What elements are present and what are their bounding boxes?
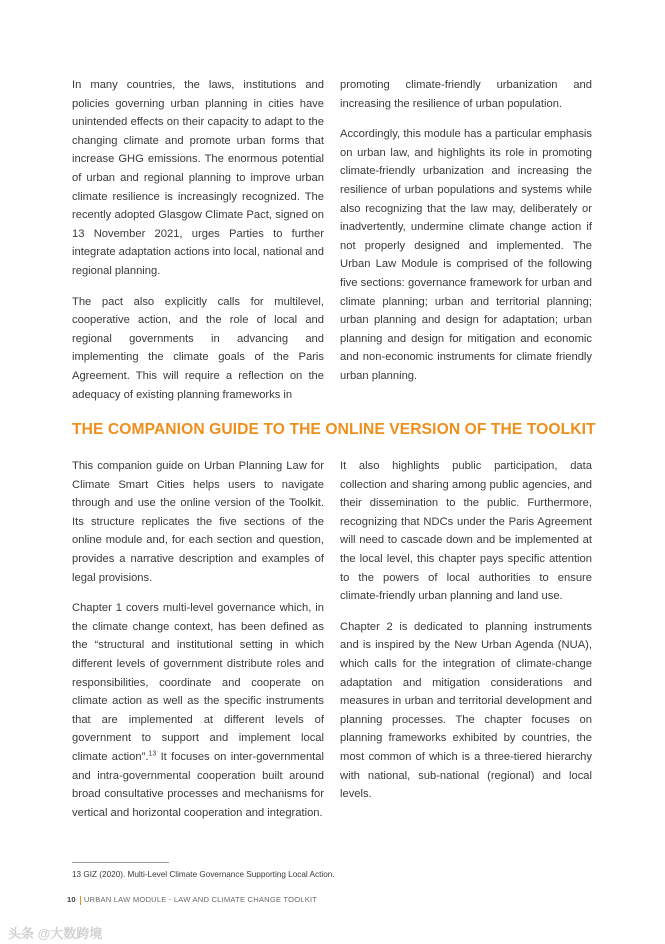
footnote-divider bbox=[72, 862, 169, 863]
footnote-reference[interactable]: 13 bbox=[148, 750, 157, 758]
paragraph-module-emphasis: Accordingly, this module has a particular emphasis on urban law, and highlights its role in promoting climate-friendly urbanization and increasing the resilience of urban populations and systems while also recognizing that the law may, deliberately or inadvertently, undermine climate change action if not properly designed and implemented. The Urban Law Module is comprised of the following five sections: governance framework for urban and climate planning; urban and territorial planning; urban planning and design for adaptation; urban planning and design for mitigation and economic and non-economic instruments for climate friendly urban planning. bbox=[340, 128, 592, 382]
top-left-column bbox=[72, 76, 324, 416]
paragraph-chapter-1 bbox=[72, 599, 324, 822]
paragraph-companion-guide: This companion guide on Urban Planning Law for Climate Smart Cities helps users to navigate through and use the online version of the Toolkit. Its structure replicates the five sections of the online module and, for each section and question, provides a narrative description and examples of legal provisions. bbox=[72, 460, 324, 584]
section-heading: THE COMPANION GUIDE TO THE ONLINE VERSION OF THE TOOLKIT bbox=[72, 421, 596, 438]
paragraph-continuation: promoting climate-friendly urbanization and increasing the resilience of urban population. bbox=[340, 79, 592, 110]
running-title: URBAN LAW MODULE - LAW AND CLIMATE CHANGE TOOLKIT bbox=[83, 895, 318, 904]
bottom-right-column bbox=[340, 457, 592, 816]
paragraph-public-participation: It also highlights public participation, data collection and sharing among public agencies, and their dissemination to the public. Furthermore, recognizing that NDCs under the Paris Agreement will need to cascade down and be implemented at the local level, this chapter pays specific attention to the powers of local authorities to ensure climate-friendly urban planning and land use. bbox=[340, 460, 592, 603]
top-right-column bbox=[340, 76, 592, 398]
chapter-1-text: Chapter 1 covers multi-level governance which, in the climate change context, has been defined as the “structural and institutional setting in which different levels of government distribute roles and responsibilities, coordinate and cooperate on climate action as well as the specific instruments that are implemented at different levels of government to support and implement local climate action”. bbox=[72, 602, 324, 763]
chapter-1-text-continued: It focuses on inter-governmental and intra-governmental cooperation built around broad consultative processes and mechanisms for vertical and horizontal cooperation and integration. bbox=[72, 750, 324, 819]
page-number: 10 bbox=[67, 895, 76, 904]
watermark: 头条 @大数跨境 bbox=[8, 926, 103, 941]
page-footer bbox=[67, 895, 317, 905]
paragraph-glasgow-pact: The pact also explicitly calls for multilevel, cooperative action, and the role of local and regional governments in advancing and implementing the climate goals of the Paris Agreement. This will require a reflection on the adequacy of existing planning frameworks in bbox=[72, 295, 324, 401]
paragraph-urban-planning-laws: In many countries, the laws, institutions and policies governing urban planning in cities have unintended effects on their capacity to adapt to the changing climate and promote urban forms that increase GHG emissions. The enormous potential of urban and regional planning to improve urban climate resilience is increasingly recognized. The recently adopted Glasgow Climate Pact, signed on 13 November 2021, urges Parties to further integrate adaptation actions into local, national and regional planning. bbox=[72, 79, 324, 277]
paragraph-chapter-2: Chapter 2 is dedicated to planning instruments and is inspired by the New Urban Agenda (NUA), which calls for the integration of climate-change adaptation and mitigation considerations and measures in urban and territorial development and planning processes. The chapter focuses on planning frameworks exhibited by countries, the most common of which is a three-tiered hierarchy with national, sub-national (regional) and local levels. bbox=[340, 620, 592, 801]
footnote: 13 GIZ (2020). Multi-Level Climate Governance Supporting Local Action. bbox=[72, 870, 335, 879]
footer-separator bbox=[80, 896, 81, 905]
bottom-left-column bbox=[72, 457, 324, 834]
